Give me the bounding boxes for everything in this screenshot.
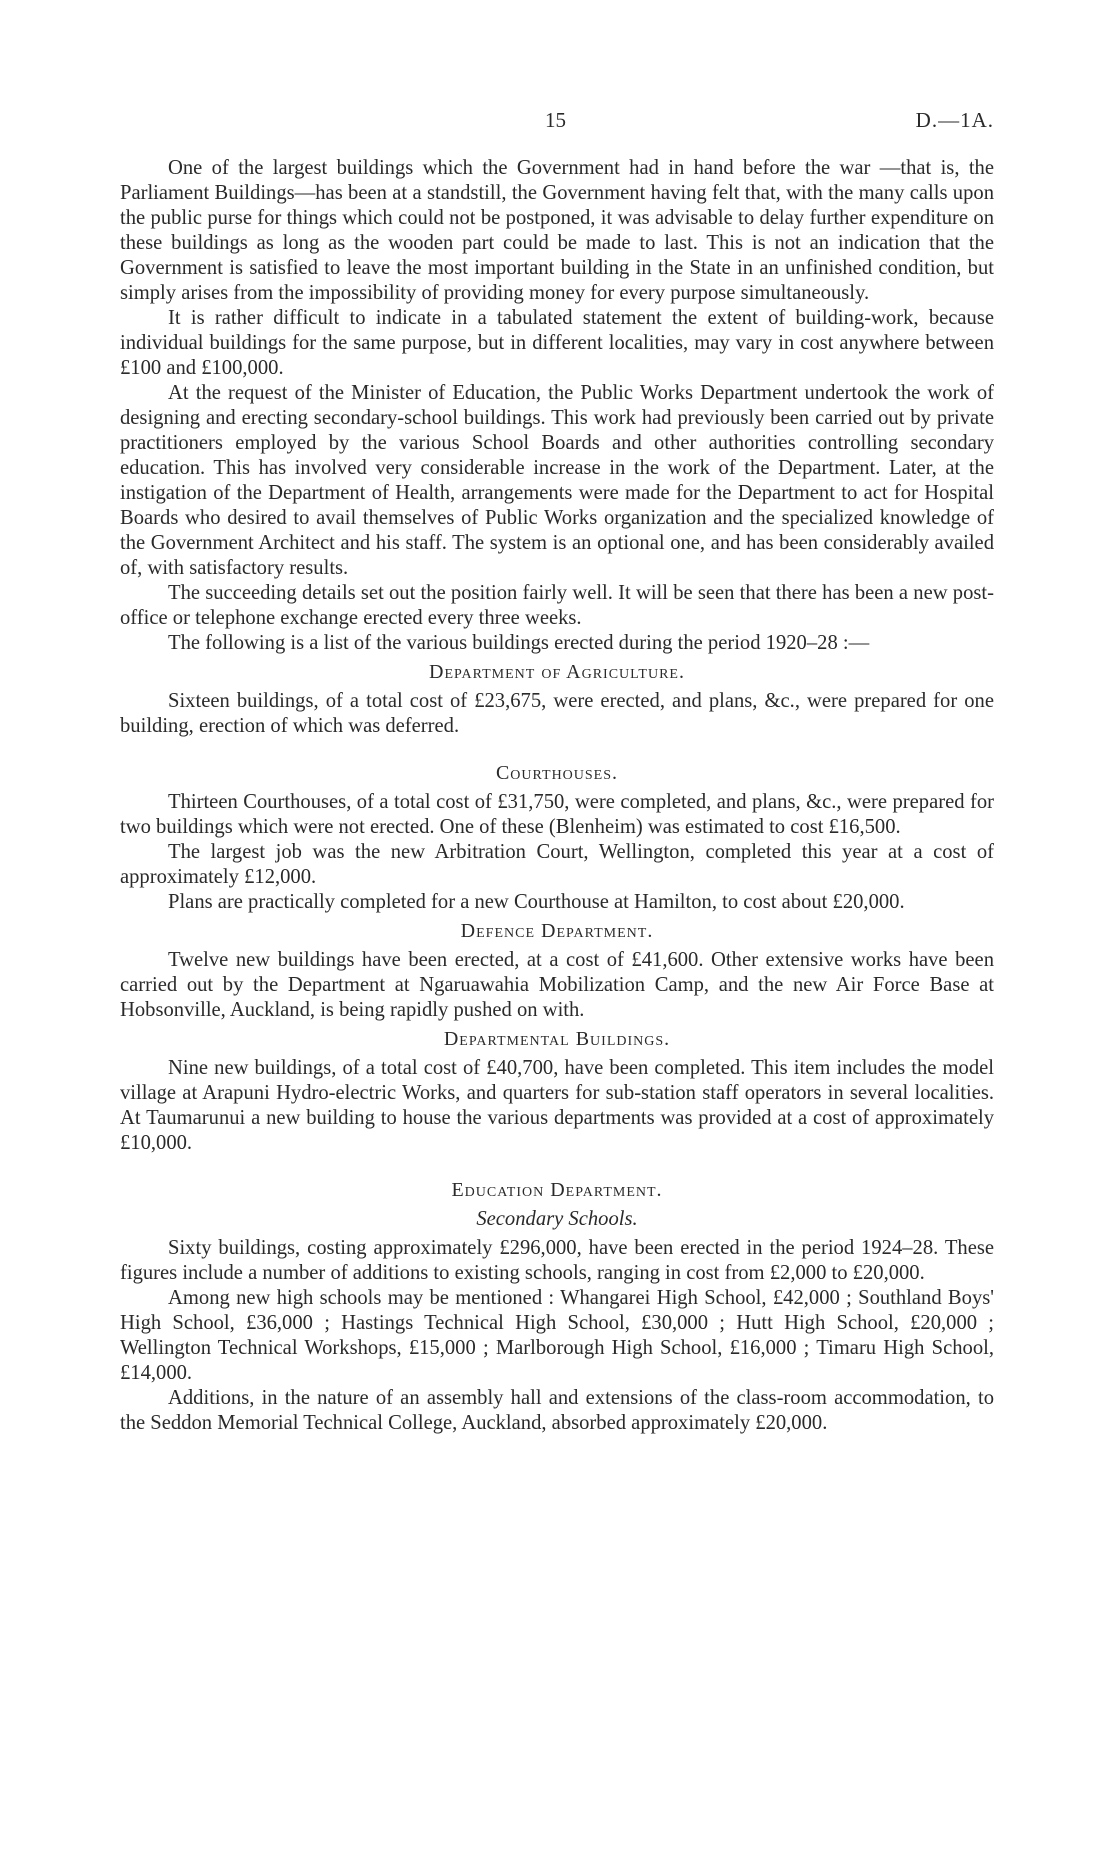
paragraph-courthouses: Thirteen Courthouses, of a total cost of £31,750, were completed, and plans, &c., were prepared for two buildings which were not erected. One of these (Blenheim) was estimated to cost £16,500. [120, 791, 994, 838]
heading-courthouses: Courthouses. [495, 762, 619, 784]
paragraph-building-work: It is rather difficult to indicate in a tabulated statement the extent of building-work, because individual buildings for the same purpose, but in different localities, may vary in cost anywhere between £100 and £100,000. [120, 307, 994, 379]
document-body [120, 156, 994, 1436]
paragraph-parliament-buildings: One of the largest buildings which the Government had in hand before the war —that is, the Parliament Buildings—has been at a standstill, the Government having felt that, with the many calls upon the public purse for things which could not be postponed, it was advisable to delay further expenditure on these buildings as long as the wooden part could be made to last. This is not an indication that the Government is satisfied to leave the most important building in the State in an unfinished condition, but simply arises from the impossibility of providing money for every purpose simultaneously. [120, 157, 994, 304]
paragraph-agriculture: Sixteen buildings, of a total cost of £23,675, were erected, and plans, &c., were prepared for one building, erection of which was deferred. [120, 690, 994, 737]
paragraph-new-high-schools: Among new high schools may be mentioned : Whangarei High School, £42,000 ; Southland Boys' High School, £36,000 ; Hastings Technical High School, £30,000 ; Hutt High School, £20,000 ; Wellington Technical Workshops, £15,000 ; Marlborough High School, £16,000 ; Timaru High School, £14,000. [120, 1287, 994, 1384]
paragraph-seddon-memorial: Additions, in the nature of an assembly hall and extensions of the class-room accommodation, to the Seddon Memorial Technical College, Auckland, absorbed approximately £20,000. [120, 1387, 994, 1434]
subheading-secondary-schools: Secondary Schools. [476, 1208, 638, 1230]
paragraph-sixty-buildings: Sixty buildings, costing approximately £296,000, have been erected in the period 1924–28. These figures include a number of additions to existing schools, ranging in cost from £2,000 to £20,000. [120, 1237, 994, 1284]
paragraph-defence: Twelve new buildings have been erected, at a cost of £41,600. Other extensive works have been carried out by the Department at Ngaruawahia Mobilization Camp, and the new Air Force Base at Hobsonville, Auckland, is being rapidly pushed on with. [120, 949, 994, 1021]
heading-departmental-buildings: Departmental Buildings. [443, 1028, 671, 1050]
page-number: 15 [545, 108, 566, 132]
paragraph-hamilton-courthouse: Plans are practically completed for a new Courthouse at Hamilton, to cost about £20,000. [168, 891, 905, 913]
paragraph-departmental-buildings: Nine new buildings, of a total cost of £40,700, have been completed. This item includes the model village at Arapuni Hydro-electric Works, and quarters for sub-station staff operators in several localities. At Taumarunui a new building to house the various departments was provided at a cost of approximately £10,000. [120, 1057, 994, 1154]
heading-defence: Defence Department. [460, 920, 654, 942]
heading-agriculture: Department of Agriculture. [429, 661, 685, 683]
document-code: D.—1A. [915, 108, 994, 132]
paragraph-list-intro: The following is a list of the various buildings erected during the period 1920–28 :— [168, 632, 870, 654]
page-header [120, 108, 994, 138]
paragraph-secondary-school-work: At the request of the Minister of Education, the Public Works Department undertook the work of designing and erecting secondary-school buildings. This work had previously been carried out by private practitioners employed by the various School Boards and other authorities controlling secondary education. This has involved very considerable increase in the work of the Department. Later, at the instigation of the Department of Health, arrangements were made for the Department to act for Hospital Boards who desired to avail themselves of Public Works organization and the specialized knowledge of the Government Architect and his staff. The system is an optional one, and has been considerably availed of, with satisfactory results. [120, 382, 994, 579]
heading-education: Education Department. [451, 1179, 663, 1201]
paragraph-succeeding-details: The succeeding details set out the position fairly well. It will be seen that there has been a new post-office or telephone exchange erected every three weeks. [120, 582, 994, 629]
paragraph-arbitration-court: The largest job was the new Arbitration Court, Wellington, completed this year at a cost of approximately £12,000. [120, 841, 994, 888]
